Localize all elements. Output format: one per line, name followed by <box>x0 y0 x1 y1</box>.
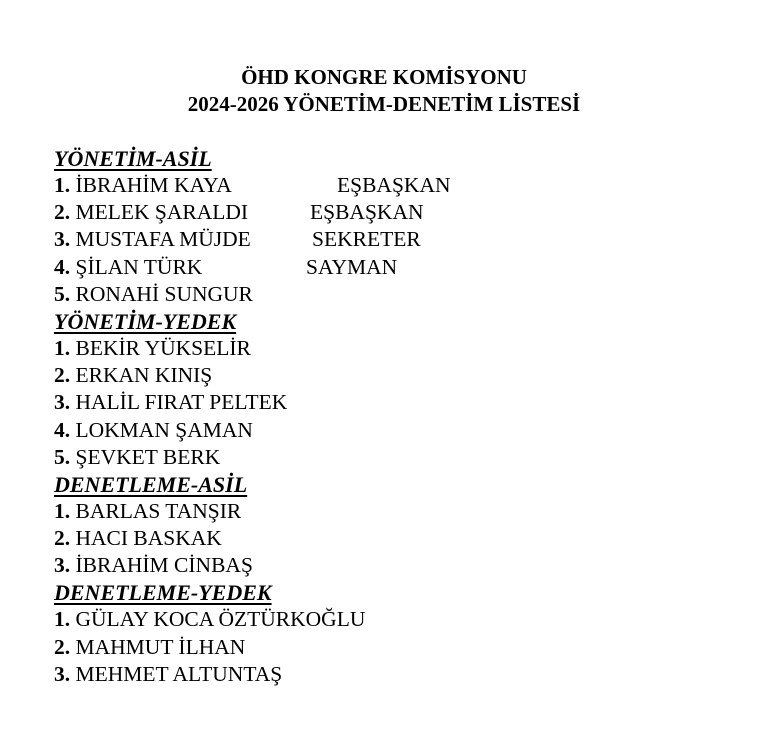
list-item <box>54 444 754 471</box>
member-role: SEKRETER <box>312 227 421 252</box>
member-name: RONAHİ SUNGUR <box>75 281 253 306</box>
member-name: İBRAHİM KAYA <box>75 173 232 197</box>
list-item <box>54 417 754 444</box>
item-number: 5. <box>54 444 76 469</box>
item-number: 3. <box>54 227 76 252</box>
list-item <box>54 389 754 416</box>
item-number: 5. <box>54 281 76 306</box>
member-name: MELEK ŞARALDI <box>75 200 249 225</box>
list-item <box>54 362 754 389</box>
item-number: 4. <box>54 417 76 442</box>
item-number: 2. <box>54 200 76 225</box>
member-name: MUSTAFA MÜJDE <box>75 227 251 252</box>
member-name: HALİL FIRAT PELTEK <box>75 390 288 415</box>
member-name: ŞİLAN TÜRK <box>75 254 203 279</box>
member-name: HACI BASKAK <box>75 526 222 551</box>
list-item <box>54 335 754 362</box>
item-number: 1. <box>54 498 76 523</box>
item-number: 3. <box>54 390 76 415</box>
member-name: İBRAHİM CİNBAŞ <box>75 553 253 578</box>
member-name: ŞEVKET BERK <box>75 444 221 469</box>
item-number: 3. <box>54 553 76 578</box>
member-name: MAHMUT İLHAN <box>75 634 246 659</box>
member-name: BEKİR YÜKSELİR <box>75 335 251 360</box>
section-heading-yonetim-yedek: YÖNETİM-YEDEK <box>54 308 237 334</box>
section-heading-denetleme-asil: DENETLEME-ASİL <box>54 471 248 497</box>
item-number: 4. <box>54 254 76 279</box>
item-number: 1. <box>54 335 76 360</box>
list-item <box>54 606 754 633</box>
member-name: MEHMET ALTUNTAŞ <box>75 661 283 686</box>
list-item <box>54 172 754 199</box>
member-name: GÜLAY KOCA ÖZTÜRKOĞLU <box>75 607 366 632</box>
document-title: ÖHD KONGRE KOMİSYONU <box>241 65 527 89</box>
item-number: 2. <box>54 634 76 659</box>
item-number: 2. <box>54 363 76 388</box>
item-number: 3. <box>54 661 76 686</box>
list-item <box>54 254 754 281</box>
section-heading-denetleme-yedek: DENETLEME-YEDEK <box>54 580 272 606</box>
list-item <box>54 226 754 253</box>
member-name: LOKMAN ŞAMAN <box>75 417 253 442</box>
section-heading-yonetim-asil: YÖNETİM-ASİL <box>54 146 212 171</box>
list-content <box>54 145 754 688</box>
list-item <box>54 498 754 525</box>
member-role: EŞBAŞKAN <box>337 173 451 197</box>
list-item <box>54 634 754 661</box>
list-item <box>54 199 754 226</box>
member-role: EŞBAŞKAN <box>310 200 424 225</box>
list-item <box>54 552 754 579</box>
list-item <box>54 525 754 552</box>
document-subtitle: 2024-2026 YÖNETİM-DENETİM LİSTESİ <box>187 92 581 116</box>
member-role: SAYMAN <box>306 254 398 279</box>
item-number: 2. <box>54 526 76 551</box>
list-item <box>54 661 754 688</box>
list-item <box>54 281 754 308</box>
item-number: 1. <box>54 173 76 197</box>
item-number: 1. <box>54 607 76 632</box>
member-name: BARLAS TANŞIR <box>75 498 242 523</box>
member-name: ERKAN KINIŞ <box>75 363 213 388</box>
